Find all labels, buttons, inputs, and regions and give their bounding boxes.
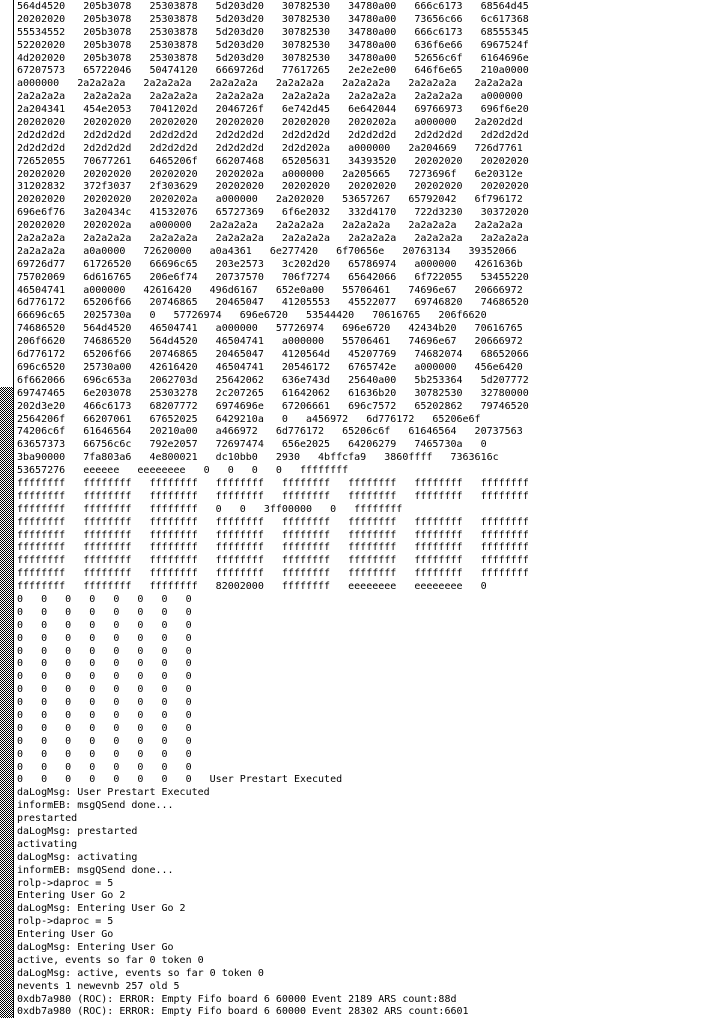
terminal-line: activating bbox=[17, 838, 78, 850]
terminal-line: 2a2a2a2a 2a2a2a2a 2a2a2a2a 2a2a2a2a 2a2a2a2a 2a2a2a2a 2a2a2a2a 2a2a2a2a bbox=[17, 233, 529, 245]
terminal-line: ffffffff ffffffff ffffffff ffffffff ffffffff ffffffff ffffffff ffffffff bbox=[17, 542, 529, 554]
terminal-line: daLogMsg: prestarted bbox=[17, 826, 138, 837]
terminal-line: 6f662066 696c653a 2062703d 25642062 636e743d 25640a00 5b253364 5d207772 bbox=[17, 374, 529, 386]
terminal-line: 2564206f 66207061 67652025 6429210a 0 a456972 6d776172 65206e6f bbox=[17, 413, 481, 425]
terminal-line: 0xdb7a980 (ROC): ERROR: Empty Fifo board 6 60000 Event 2189 ARS count:88d bbox=[17, 993, 457, 1005]
terminal-line: active, events so far 0 token 0 bbox=[17, 954, 204, 966]
terminal-line: 0 0 0 0 0 0 0 0 bbox=[17, 722, 192, 734]
terminal-line: 0xdb7a980 (ROC): ERROR: Empty Fifo board 6 60000 Event 28302 ARS count:6601 bbox=[17, 1006, 469, 1018]
terminal-line: 75702069 6d616765 206e6f74 20737570 706f7274 65642066 6f722055 53455220 bbox=[17, 271, 529, 283]
terminal-line: 0 0 0 0 0 0 0 0 bbox=[17, 658, 192, 670]
terminal-line: 0 0 0 0 0 0 0 0 bbox=[17, 684, 192, 696]
terminal-line: 0 0 0 0 0 0 0 0 bbox=[17, 632, 192, 644]
terminal-line: 0 0 0 0 0 0 0 0 bbox=[17, 709, 192, 721]
terminal-line: prestarted bbox=[17, 813, 78, 825]
terminal-line: ffffffff ffffffff ffffffff ffffffff ffffffff ffffffff ffffffff ffffffff bbox=[17, 490, 529, 502]
terminal-line: 69726d77 61726520 66696c65 203e2573 3c202d20 65786974 a000000 4261636b bbox=[17, 258, 523, 270]
terminal-line: informEB: msgQSend done... bbox=[17, 864, 174, 876]
terminal-line: 20202020 20202020 20202020 20202020 20202020 2020202a a000000 2a202d2d bbox=[17, 117, 523, 129]
terminal-line: 55534552 205b3078 25303878 5d203d20 30782530 34780a00 666c6173 68555345 bbox=[17, 26, 529, 38]
terminal-line: 4d202020 205b3078 25303878 5d203d20 30782530 34780a00 52656c6f 6164696e bbox=[17, 52, 529, 64]
terminal-line: daLogMsg: Entering User Go bbox=[17, 942, 174, 954]
terminal-line: daLogMsg: Entering User Go 2 bbox=[17, 903, 186, 915]
terminal-line: 72652055 70677261 6465206f 66207468 65205631 34393520 20202020 20202020 bbox=[17, 155, 529, 167]
terminal-line: 0 0 0 0 0 0 0 0 bbox=[17, 671, 192, 683]
terminal-line: 74206c6f 61646564 20210a00 a466972 6d776172 65206c6f 61646564 20737563 bbox=[17, 426, 523, 438]
terminal-line: ffffffff ffffffff ffffffff ffffffff ffffffff ffffffff ffffffff ffffffff bbox=[17, 516, 529, 528]
terminal-line: 2d2d2d2d 2d2d2d2d 2d2d2d2d 2d2d2d2d 2d2d2d2d 2d2d2d2d 2d2d2d2d 2d2d2d2d bbox=[17, 129, 529, 141]
terminal-line: daLogMsg: User Prestart Executed bbox=[17, 787, 210, 799]
terminal-line: 46504741 a000000 42616420 496d6167 652e0a00 55706461 74696e67 20666972 bbox=[17, 284, 523, 296]
terminal-line: 52202020 205b3078 25303878 5d203d20 30782530 34780a00 636f6e66 6967524f bbox=[17, 39, 529, 51]
terminal-line: 0 0 0 0 0 0 0 0 bbox=[17, 735, 192, 747]
terminal-line: 2d2d2d2d 2d2d2d2d 2d2d2d2d 2d2d2d2d 2d2d202a a000000 2a204669 726d7761 bbox=[17, 142, 523, 154]
terminal-line: 696e6f76 3a20434c 41532076 65727369 6f6e2032 332d4170 722d3230 30372020 bbox=[17, 207, 529, 219]
terminal-line: 0 0 0 0 0 0 0 0 bbox=[17, 606, 192, 618]
terminal-line: ffffffff ffffffff ffffffff ffffffff ffffffff ffffffff ffffffff ffffffff bbox=[17, 568, 529, 580]
terminal-line: 0 0 0 0 0 0 0 0 bbox=[17, 697, 192, 709]
terminal-line: Entering User Go bbox=[17, 929, 114, 941]
terminal-line: rolp->daproc = 5 bbox=[17, 916, 114, 928]
terminal-line: 67207573 65722046 50474120 6669726d 77617265 2e2e2e00 646f6e65 210a0000 bbox=[17, 65, 529, 77]
terminal-output bbox=[17, 1, 704, 1018]
terminal-line: daLogMsg: active, events so far 0 token 0 bbox=[17, 967, 264, 979]
terminal-line: 20202020 20202020 2020202a a000000 2a202020 53657267 65792042 6f796172 bbox=[17, 194, 523, 206]
terminal-line: Entering User Go 2 bbox=[17, 890, 126, 902]
terminal-line: 0 0 0 0 0 0 0 0 User Prestart Executed bbox=[17, 774, 343, 786]
terminal-line: ffffffff ffffffff ffffffff ffffffff ffffffff ffffffff ffffffff ffffffff bbox=[17, 555, 529, 567]
terminal-line: 2a2a2a2a 2a2a2a2a 2a2a2a2a 2a2a2a2a 2a2a2a2a 2a2a2a2a 2a2a2a2a a000000 bbox=[17, 91, 523, 103]
terminal-line: ffffffff ffffffff ffffffff 82002000 ffffffff eeeeeeee eeeeeeee 0 bbox=[17, 581, 487, 593]
terminal-line: rolp->daproc = 5 bbox=[17, 877, 114, 889]
terminal-line: ffffffff ffffffff ffffffff ffffffff ffffffff ffffffff ffffffff ffffffff bbox=[17, 529, 529, 541]
terminal-line: 2a2a2a2a a0a0000 72620000 a0a4361 6e277420 6f70656e 20763134 39352066 bbox=[17, 245, 517, 257]
terminal-line: 20202020 2020202a a000000 2a2a2a2a 2a2a2a2a 2a2a2a2a 2a2a2a2a 2a2a2a2a bbox=[17, 220, 523, 232]
terminal-line: 69747465 6e203078 25303278 2c207265 61642062 61636b20 30782530 32780000 bbox=[17, 387, 529, 399]
terminal-line: 53657276 eeeeee eeeeeeee 0 0 0 0 ffffffff bbox=[17, 465, 349, 477]
terminal-line: 31202832 372f3037 2f303629 20202020 20202020 20202020 20202020 20202020 bbox=[17, 181, 529, 193]
terminal-line: 202d3e20 466c6173 68207772 6974696e 67206661 696c7572 65202862 79746520 bbox=[17, 400, 529, 412]
terminal-line: 0 0 0 0 0 0 0 0 bbox=[17, 645, 192, 657]
terminal-line: 0 0 0 0 0 0 0 0 bbox=[17, 619, 192, 631]
terminal-line: 696c6520 25730a00 42616420 46504741 20546172 6765742e a000000 456e6420 bbox=[17, 361, 523, 373]
terminal-line: 0 0 0 0 0 0 0 0 bbox=[17, 593, 192, 605]
scrollbar[interactable] bbox=[0, 0, 14, 1018]
terminal-line: 20202020 205b3078 25303878 5d203d20 30782530 34780a00 73656c66 6c617368 bbox=[17, 13, 529, 25]
terminal-line: 74686520 564d4520 46504741 a000000 57726974 696e6720 42434b20 70616765 bbox=[17, 323, 523, 335]
scrollbar-thumb[interactable] bbox=[0, 387, 13, 1018]
terminal-line: 6d776172 65206f66 20746865 20465047 4120564d 45207769 74682074 68652066 bbox=[17, 349, 529, 361]
terminal-line: 206f6620 74686520 564d4520 46504741 a000000 55706461 74696e67 20666972 bbox=[17, 336, 523, 348]
terminal-line: ffffffff ffffffff ffffffff 0 0 3ff00000 0 ffffffff bbox=[17, 503, 403, 515]
terminal-line: 0 0 0 0 0 0 0 0 bbox=[17, 761, 192, 773]
terminal-line: a000000 2a2a2a2a 2a2a2a2a 2a2a2a2a 2a2a2a2a 2a2a2a2a 2a2a2a2a 2a2a2a2a bbox=[17, 78, 523, 90]
terminal-line: 20202020 20202020 20202020 2020202a a000000 2a205665 7273696f 6e20312e bbox=[17, 168, 523, 180]
terminal-line: 66696c65 2025730a 0 57726974 696e6720 53544420 70616765 206f6620 bbox=[17, 310, 487, 322]
terminal-line: 6d776172 65206f66 20746865 20465047 41205553 45522077 69746820 74686520 bbox=[17, 297, 529, 309]
terminal-line: nevents 1 newevnb 257 old 5 bbox=[17, 980, 180, 992]
terminal-line: 2a204341 454e2053 7041202d 2046726f 6e742d45 6e642044 69766973 696f6e20 bbox=[17, 104, 529, 116]
terminal-line: 3ba90000 7fa803a6 4e800021 dc10bb0 2930 4bffcfa9 3860ffff 7363616c bbox=[17, 452, 499, 464]
terminal-line: ffffffff ffffffff ffffffff ffffffff ffffffff ffffffff ffffffff ffffffff bbox=[17, 477, 529, 489]
terminal-line: 564d4520 205b3078 25303878 5d203d20 30782530 34780a00 666c6173 68564d45 bbox=[17, 1, 529, 12]
terminal-line: 63657373 66756c6c 792e2057 72697474 656e2025 64206279 7465730a 0 bbox=[17, 439, 487, 451]
terminal-line: 0 0 0 0 0 0 0 0 bbox=[17, 748, 192, 760]
terminal-line: informEB: msgQSend done... bbox=[17, 800, 174, 812]
terminal-line: daLogMsg: activating bbox=[17, 851, 138, 863]
